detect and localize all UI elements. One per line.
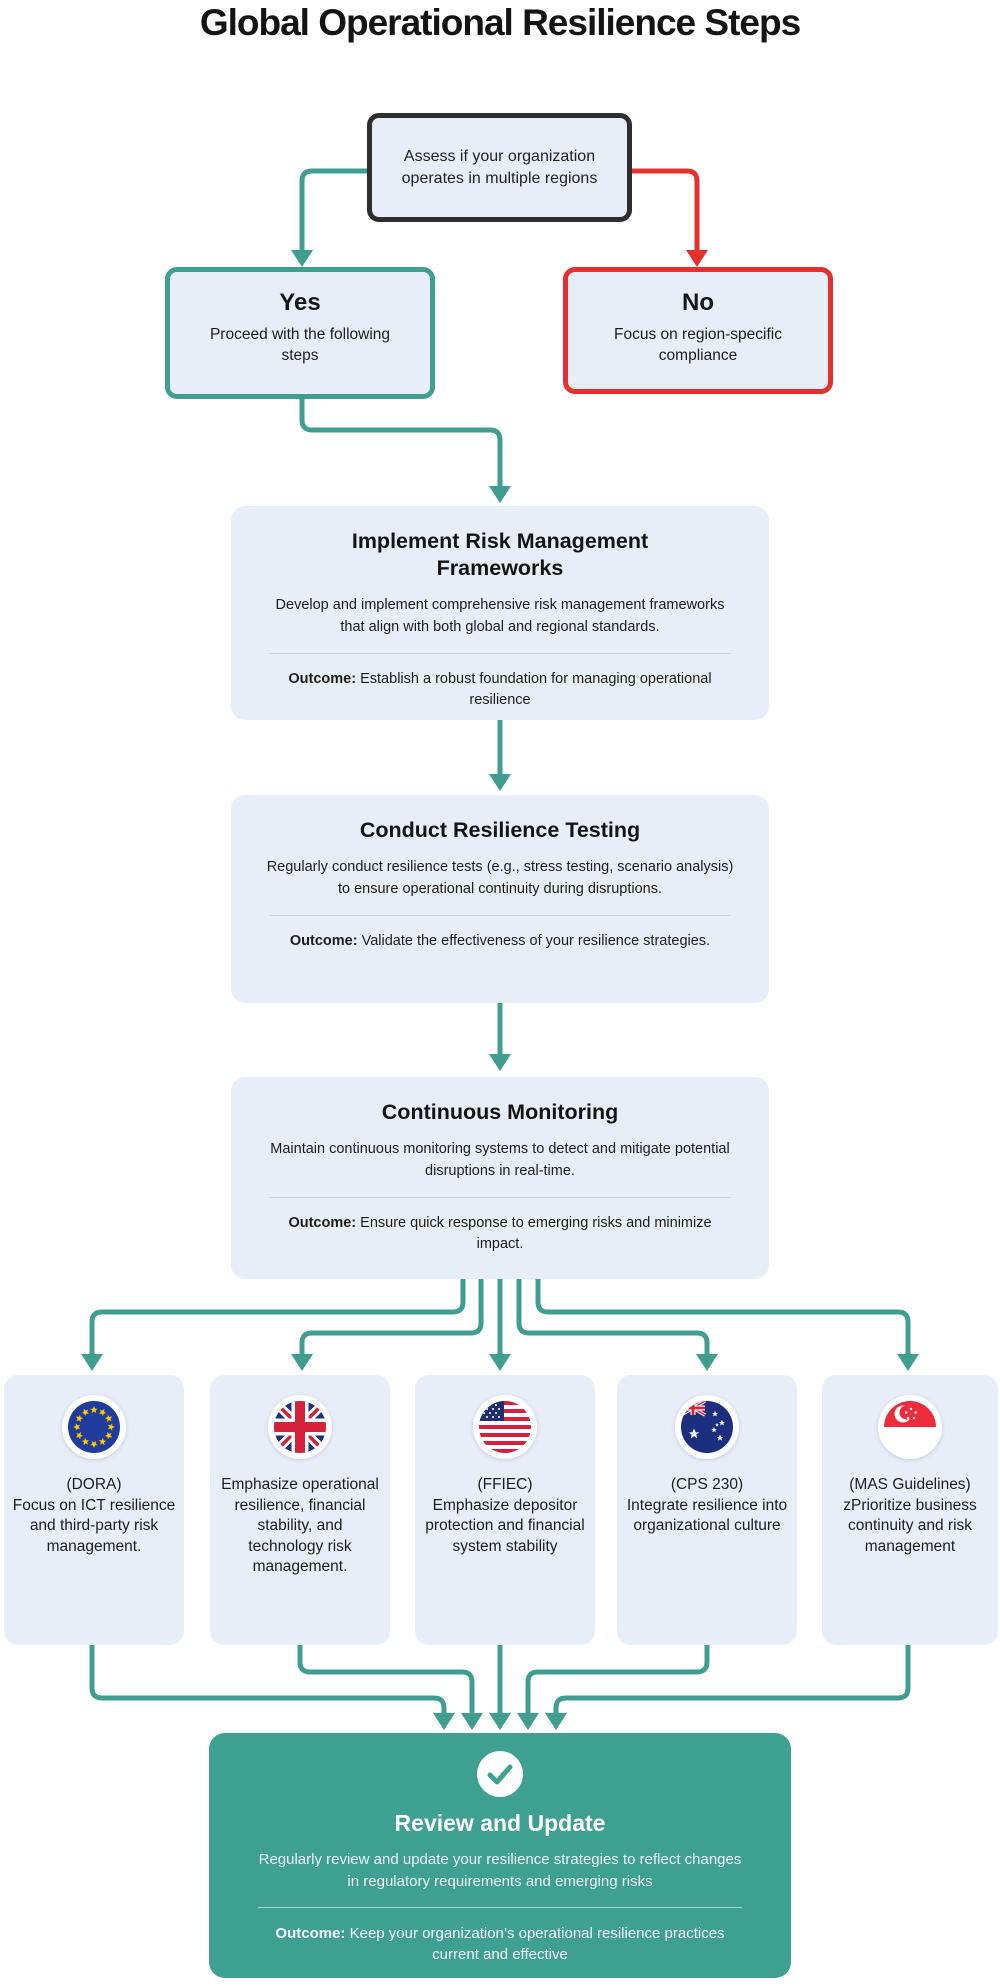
yes-box <box>165 267 435 399</box>
region-description: zPrioritize business continuity and risk management <box>843 1496 977 1555</box>
review-title: Review and Update <box>394 1810 606 1836</box>
region-description: Emphasize operational resilience, financial stability, and technology risk management. <box>221 1476 379 1576</box>
arrowhead-review-2 <box>461 1713 483 1730</box>
arrowhead-region3 <box>489 1354 511 1371</box>
no-title: No <box>682 289 714 316</box>
arrowhead-region4 <box>696 1354 718 1371</box>
arrowhead-region1 <box>81 1354 103 1371</box>
region-card-uk <box>210 1375 390 1645</box>
region-label: (FFIEC) <box>477 1476 533 1493</box>
singapore-flag-icon <box>878 1395 942 1459</box>
region-card-eu <box>4 1375 184 1645</box>
review-outcome <box>275 1923 725 1967</box>
step-title: Implement Risk Management Frameworks <box>351 529 649 580</box>
outcome-label: Outcome: <box>289 932 358 949</box>
connector-step3-region4 <box>519 1279 707 1355</box>
connector-decision-yes <box>302 171 367 251</box>
outcome-label: Outcome: <box>275 1924 346 1942</box>
connector-step3-region2 <box>302 1279 481 1355</box>
region-description: Integrate resilience into organizational culture <box>626 1496 788 1535</box>
step-body: Regularly conduct resilience tests (e.g., stress testing, scenario analysis) to ensure operational continuity during disruptions. <box>266 858 734 897</box>
connector-decision-no <box>632 171 697 251</box>
step-box-resilience-testing <box>231 795 769 1003</box>
divider <box>258 1907 742 1908</box>
region-description: Focus on ICT resilience and third-party risk management. <box>12 1496 176 1555</box>
region-card-australia <box>617 1375 797 1645</box>
yes-body: Proceed with the following steps <box>209 326 391 365</box>
outcome-text: Validate the effectiveness of your resilience strategies. <box>361 932 711 949</box>
page-title: Global Operational Resilience Steps <box>199 2 801 43</box>
outcome-label: Outcome: <box>288 1214 357 1231</box>
australia-flag-icon <box>675 1395 739 1459</box>
step-body: Maintain continuous monitoring systems to detect and mitigate potential disruptions in real-time. <box>270 1140 730 1179</box>
arrowhead-review-3 <box>489 1713 511 1730</box>
arrowhead-region2 <box>291 1354 313 1371</box>
connector-step3-region1 <box>92 1279 463 1355</box>
region-label: (MAS Guidelines) <box>849 1476 971 1493</box>
connector-region4-review <box>528 1645 707 1714</box>
region-card-singapore <box>822 1375 998 1645</box>
divider <box>269 1197 731 1198</box>
arrowhead-region5 <box>897 1354 919 1371</box>
decision-text: Assess if your organization operates in multiple regions <box>401 147 598 187</box>
connector-step3-region5 <box>538 1279 908 1355</box>
eu-flag-icon <box>62 1395 126 1459</box>
yes-title: Yes <box>279 289 321 316</box>
region-label: (DORA) <box>66 1476 122 1493</box>
divider <box>269 653 731 654</box>
outcome-text: Ensure quick response to emerging risks and minimize impact. <box>360 1214 712 1253</box>
step-outcome <box>280 669 720 712</box>
arrowhead-no <box>686 250 708 267</box>
region-card-us <box>415 1375 595 1645</box>
connector-region1-review <box>92 1645 444 1714</box>
no-box <box>563 267 833 394</box>
arrowhead-step1 <box>489 486 511 503</box>
arrowhead-review-4 <box>517 1713 539 1730</box>
region-description: Emphasize depositor protection and financial system stability <box>425 1496 585 1555</box>
decision-box <box>367 113 632 222</box>
arrowhead-yes <box>291 250 313 267</box>
checkmark-icon <box>477 1751 523 1797</box>
uk-flag-icon <box>268 1395 332 1459</box>
review-update-box <box>209 1733 791 1978</box>
step-title: Conduct Resilience Testing <box>359 818 641 842</box>
step-outcome <box>290 931 710 952</box>
arrowhead-review-5 <box>545 1713 567 1730</box>
outcome-label: Outcome: <box>288 670 357 687</box>
step-outcome <box>280 1213 720 1256</box>
step-title: Continuous Monitoring <box>381 1100 619 1124</box>
connector-region2-review <box>300 1645 472 1714</box>
divider <box>269 915 731 916</box>
outcome-text: Establish a robust foundation for managing operational resilience <box>360 670 712 709</box>
arrowhead-step2 <box>489 774 511 791</box>
step-box-continuous-monitoring <box>231 1077 769 1279</box>
step-body: Develop and implement comprehensive risk management frameworks that align with both global and regional standards. <box>275 596 725 635</box>
region-label: (CPS 230) <box>670 1476 744 1493</box>
review-body: Regularly review and update your resilience strategies to reflect changes in regulatory requirements and emerging risks <box>258 1851 742 1890</box>
connector-yes-step1 <box>302 399 500 487</box>
step-box-implement-risk <box>231 506 769 720</box>
connector-region5-review <box>556 1645 908 1714</box>
arrowhead-review-1 <box>433 1713 455 1730</box>
arrowhead-step3 <box>489 1054 511 1071</box>
us-flag-icon <box>473 1395 537 1459</box>
outcome-text: Keep your organization’s operational resilience practices current and effective <box>349 1924 725 1964</box>
no-body: Focus on region-specific compliance <box>614 326 782 365</box>
